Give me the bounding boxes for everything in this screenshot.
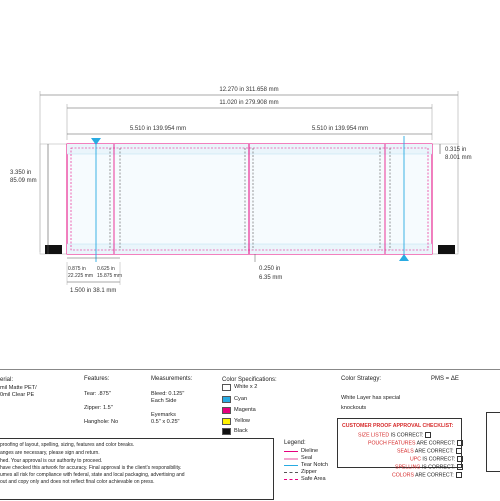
checklist-title: CUSTOMER PROOF APPROVAL CHECKLIST: [342, 423, 454, 429]
checklist-item-rest: ARE CORRECT: [415, 440, 456, 447]
checklist-item-key: SPELLING [395, 464, 421, 471]
bottom-seal-label-mm: 6.35 mm [259, 275, 283, 281]
notch-b-label-in: 0.625 in [97, 266, 115, 272]
checklist-item-key: POUCH FEATURES [368, 440, 416, 447]
legend-zipper-line [284, 472, 298, 473]
disclaimer-line-5: umes all risk for compliance with federal, state and local packaging, advertising and [0, 472, 185, 478]
legend-dieline-line [284, 451, 298, 452]
left-panel-width-label: 5.510 in 139.954 mm [129, 126, 187, 132]
checklist-item-key: UPC [410, 456, 421, 463]
signature-box [486, 412, 500, 472]
disclaimer-line-1: proofing of layout, spelling, sizing, features and color breaks. [0, 442, 135, 448]
disclaimer-line-6: out and copy only and does not reflect final color achievable on press. [0, 479, 155, 485]
height-label-in: 3.350 in [10, 170, 32, 176]
eyemark-left [45, 245, 62, 254]
checklist-item-pouch-features [368, 440, 463, 447]
color-yellow-label: Yellow [234, 418, 250, 424]
checklist-item-upc [410, 456, 463, 463]
checklist-item-rest: IS CORRECT: [420, 456, 456, 463]
swatch-cyan [222, 396, 231, 403]
disclaimer-line-2: anges are necessary, please sign and return. [0, 450, 100, 456]
checklist-item-key: SIZE LISTED [358, 432, 390, 439]
white-layer-line-1: White Layer has special [341, 395, 401, 401]
checklist-item-rest: IS CORRECT: [420, 464, 455, 471]
legend-seal-line [284, 458, 298, 460]
right-panel-width-label: 5.510 in 139.954 mm [311, 126, 369, 132]
checklist-item-spelling [395, 464, 463, 471]
swatch-yellow [222, 418, 231, 425]
checklist-item-key: COLORS [392, 472, 414, 479]
notch-b-label-mm: 15.875 mm [97, 273, 123, 279]
checklist-item-rest: ARE CORRECT: [413, 472, 454, 479]
legend-tear-notch-line [284, 465, 298, 466]
color-magenta-label: Magenta [234, 407, 256, 413]
swatch-magenta [222, 407, 231, 414]
checklist-item-key: SEALS [397, 448, 414, 455]
measurements-label: Measurements: [151, 376, 193, 382]
disclaimer-line-4: have checked this artwork for accuracy. Final approval is the client's responsibility. [0, 465, 182, 471]
color-strategy-label: Color Strategy: [341, 376, 382, 382]
checkbox[interactable] [456, 472, 462, 478]
color-white-label: White x 2 [234, 384, 258, 390]
color-spec-label: Color Specifications: [222, 377, 277, 383]
each-side-spec: Each Side [151, 398, 177, 404]
bleed-spec: Bleed: 0.125" [151, 391, 185, 397]
features-label: Features: [84, 376, 110, 382]
eyemarks-value: 0.5" x 0.25" [151, 419, 180, 425]
gusset-label: 1.500 in 38.1 mm [70, 288, 117, 294]
material-line-2: 0mil Clear PE [0, 392, 35, 398]
legend-seal-label: Seal [301, 455, 313, 461]
tear-notch-icon-right [399, 254, 409, 261]
legend-zipper-label: Zipper [301, 469, 317, 475]
tear-spec: Tear: .875" [84, 391, 111, 397]
checklist-item-size [358, 432, 431, 439]
legend-tear-notch-label: Tear Notch [301, 462, 329, 468]
right-panel [249, 144, 432, 254]
legend-dieline-label: Dieline [301, 448, 319, 454]
color-cyan-label: Cyan [234, 396, 248, 402]
notch-a-label-in: 0.875 in [68, 266, 86, 272]
top-seal-label-in: 0.315 in [445, 147, 467, 153]
height-label-mm: 85.09 mm [10, 178, 37, 184]
color-black-label: Black [234, 428, 248, 434]
checkbox[interactable] [425, 432, 431, 438]
material-line-1: mil Matte PET/ [0, 385, 37, 391]
checkbox[interactable] [457, 464, 463, 470]
white-layer-line-2: knockouts [341, 405, 367, 411]
checkbox[interactable] [457, 440, 463, 446]
checklist-item-seals [397, 448, 462, 455]
legend-safe-area-line [284, 479, 298, 480]
notch-a-label-mm: 22.225 mm [68, 273, 94, 279]
pms-label: PMS = ΔE [431, 376, 459, 382]
eyemarks-label: Eyemarks [151, 412, 176, 418]
hanghole-spec: Hanghole: No [84, 419, 119, 425]
eyemark-right [438, 245, 455, 254]
zipper-spec: Zipper: 1.5" [84, 405, 113, 411]
disclaimer-line-3: hed. Your approval is our authority to proceed. [0, 458, 103, 464]
checkbox[interactable] [456, 448, 462, 454]
checklist-item-rest: ARE CORRECT: [413, 448, 454, 455]
left-panel [67, 144, 249, 254]
material-label: erial: [0, 377, 14, 383]
bottom-seal-label-in: 0.250 in [259, 266, 281, 272]
top-seal-label-mm: 8.001 mm [445, 155, 472, 161]
overall-width-label: 12.270 in 311.658 mm [219, 87, 279, 93]
checkbox[interactable] [457, 456, 463, 462]
legend-safe-area-label: Safe Area [301, 476, 326, 482]
checklist-item-rest: IS CORRECT: [389, 432, 424, 439]
legend-title: Legend: [284, 440, 306, 446]
inner-width-label: 11.020 in 279.908 mm [219, 100, 279, 106]
swatch-white [222, 384, 231, 391]
swatch-black [222, 428, 231, 435]
checklist-item-colors [392, 472, 462, 479]
